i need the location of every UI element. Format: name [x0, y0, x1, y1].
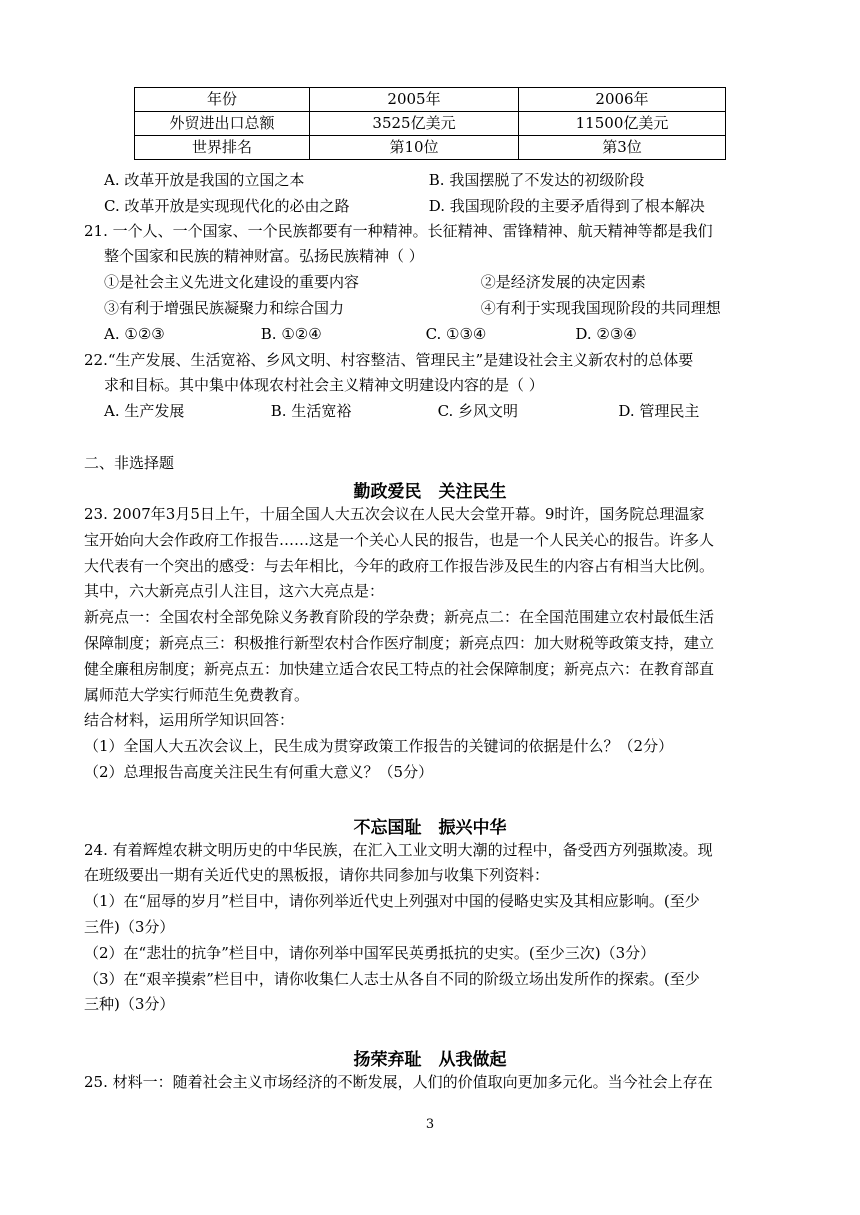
option-d: D. 管理民主 — [618, 402, 700, 420]
q24-subquestion: 三种)（3分） — [84, 995, 175, 1013]
q22-options — [104, 400, 699, 423]
table-header-cell: 2006年 — [519, 88, 726, 112]
q23-text: 宝开始向大会作政府工作报告……这是一个关心人民的报告，也是一个人民关心的报告。许多人 — [84, 531, 715, 549]
topic-heading: 扬荣弃耻 从我做起 — [353, 1050, 507, 1070]
q24-subquestion: （1）在“屈辱的岁月”栏目中，请你列举近代史上列强对中国的侵略史实及其相应影响。(至少 — [84, 892, 700, 910]
q23-text: 结合材料，运用所学知识回答： — [84, 711, 295, 729]
option-b: B. 生活宽裕 — [270, 402, 352, 420]
statement-1: ①是社会主义先进文化建设的重要内容 — [104, 273, 360, 291]
table-cell: 第10位 — [310, 136, 519, 160]
q23-text: 保障制度；新亮点三：积极推行新型农村合作医疗制度；新亮点四：加大财税等政策支持，建立 — [84, 634, 715, 652]
table-row — [135, 136, 726, 160]
q24-subquestion: （2）在“悲壮的抗争”栏目中，请你列举中国军民英勇抵抗的史实。(至少三次)（3分） — [84, 944, 656, 962]
statement-2: ②是经济发展的决定因素 — [480, 273, 646, 291]
q20-options-row2 — [104, 195, 705, 218]
q24-subquestion: 三件)（3分） — [84, 918, 175, 936]
option-b: B. ①②④ — [260, 325, 322, 343]
section-title: 二、非选择题 — [84, 454, 175, 472]
q20-options-row1 — [104, 169, 644, 192]
table-cell: 11500亿美元 — [519, 112, 726, 136]
statement-4: ④有利于实现我国现阶段的共同理想 — [480, 299, 721, 317]
q25-text: 25. 材料一：随着社会主义市场经济的不断发展，人们的价值取向更加多元化。当今社会上存在 — [84, 1073, 713, 1091]
q22-stem: 22.“生产发展、生活宽裕、乡风文明、村容整洁、管理民主”是建设社会主义新农村的总体要 — [84, 351, 694, 369]
q23-text: 其中，六大新亮点引人注目，这六大亮点是： — [84, 582, 385, 600]
trade-table — [134, 87, 726, 160]
table-row — [135, 112, 726, 136]
topic-heading: 不忘国耻 振兴中华 — [353, 818, 507, 838]
table-header-cell: 2005年 — [310, 88, 519, 112]
page-number: 3 — [425, 1117, 435, 1132]
option-d: D. 我国现阶段的主要矛盾得到了根本解决 — [428, 197, 705, 215]
q21-stem: 整个国家和民族的精神财富。弘扬民族精神（ ） — [104, 247, 424, 265]
q23-subquestion: （2）总理报告高度关注民生有何重大意义？（5分） — [84, 763, 434, 781]
table-header-row — [135, 88, 726, 112]
topic-heading: 勤政爱民 关注民生 — [353, 482, 507, 502]
q23-text: 大代表有一个突出的感受：与去年相比，今年的政府工作报告涉及民生的内容占有相当大比例。 — [84, 557, 715, 575]
q24-text: 在班级要出一期有关近代史的黑板报，请你共同参加与收集下列资料： — [84, 866, 550, 884]
q21-items-row2 — [104, 297, 721, 320]
q24-subquestion: （3）在“艰辛摸索”栏目中，请你收集仁人志士从各自不同的阶级立场出发所作的探索。(至少 — [84, 970, 700, 988]
q21-options — [104, 323, 637, 346]
option-a: A. ①②③ — [104, 325, 165, 343]
q22-stem: 求和目标。其中集中体现农村社会主义精神文明建设内容的是（ ） — [104, 376, 544, 394]
table-cell: 第3位 — [519, 136, 726, 160]
option-c: C. ①③④ — [425, 325, 487, 343]
q23-text: 属师范大学实行师范生免费教育。 — [84, 686, 310, 704]
q23-text: 23. 2007年3月5日上午，十届全国人大五次会议在人民大会堂开幕。9时许，国务院总理温家 — [84, 505, 705, 523]
q23-text: 健全廉租房制度；新亮点五：加快建立适合农民工特点的社会保障制度；新亮点六：在教育部直 — [84, 660, 715, 678]
table-cell: 世界排名 — [135, 136, 310, 160]
q21-stem: 21. 一个人、一个国家、一个民族都要有一种精神。长征精神、雷锋精神、航天精神等都是我们 — [84, 222, 713, 240]
q21-items-row1 — [104, 271, 646, 294]
option-a: A. 生产发展 — [104, 402, 185, 420]
table-cell: 外贸进出口总额 — [135, 112, 310, 136]
option-c: C. 改革开放是实现现代化的必由之路 — [104, 197, 350, 215]
option-b: B. 我国摆脱了不发达的初级阶段 — [428, 171, 645, 189]
statement-3: ③有利于增强民族凝聚力和综合国力 — [104, 299, 345, 317]
option-c: C. 乡风文明 — [437, 402, 519, 420]
q24-text: 24. 有着辉煌农耕文明历史的中华民族，在汇入工业文明大潮的过程中，备受西方列强欺凌。现 — [84, 841, 713, 859]
q23-subquestion: （1）全国人大五次会议上，民生成为贯穿政策工作报告的关键词的依据是什么？（2分） — [84, 737, 674, 755]
option-d: D. ②③④ — [575, 325, 637, 343]
table-cell: 3525亿美元 — [310, 112, 519, 136]
table-header-cell: 年份 — [135, 88, 310, 112]
option-a: A. 改革开放是我国的立国之本 — [104, 171, 305, 189]
q23-text: 新亮点一：全国农村全部免除义务教育阶段的学杂费；新亮点二：在全国范围建立农村最低生活 — [84, 608, 715, 626]
